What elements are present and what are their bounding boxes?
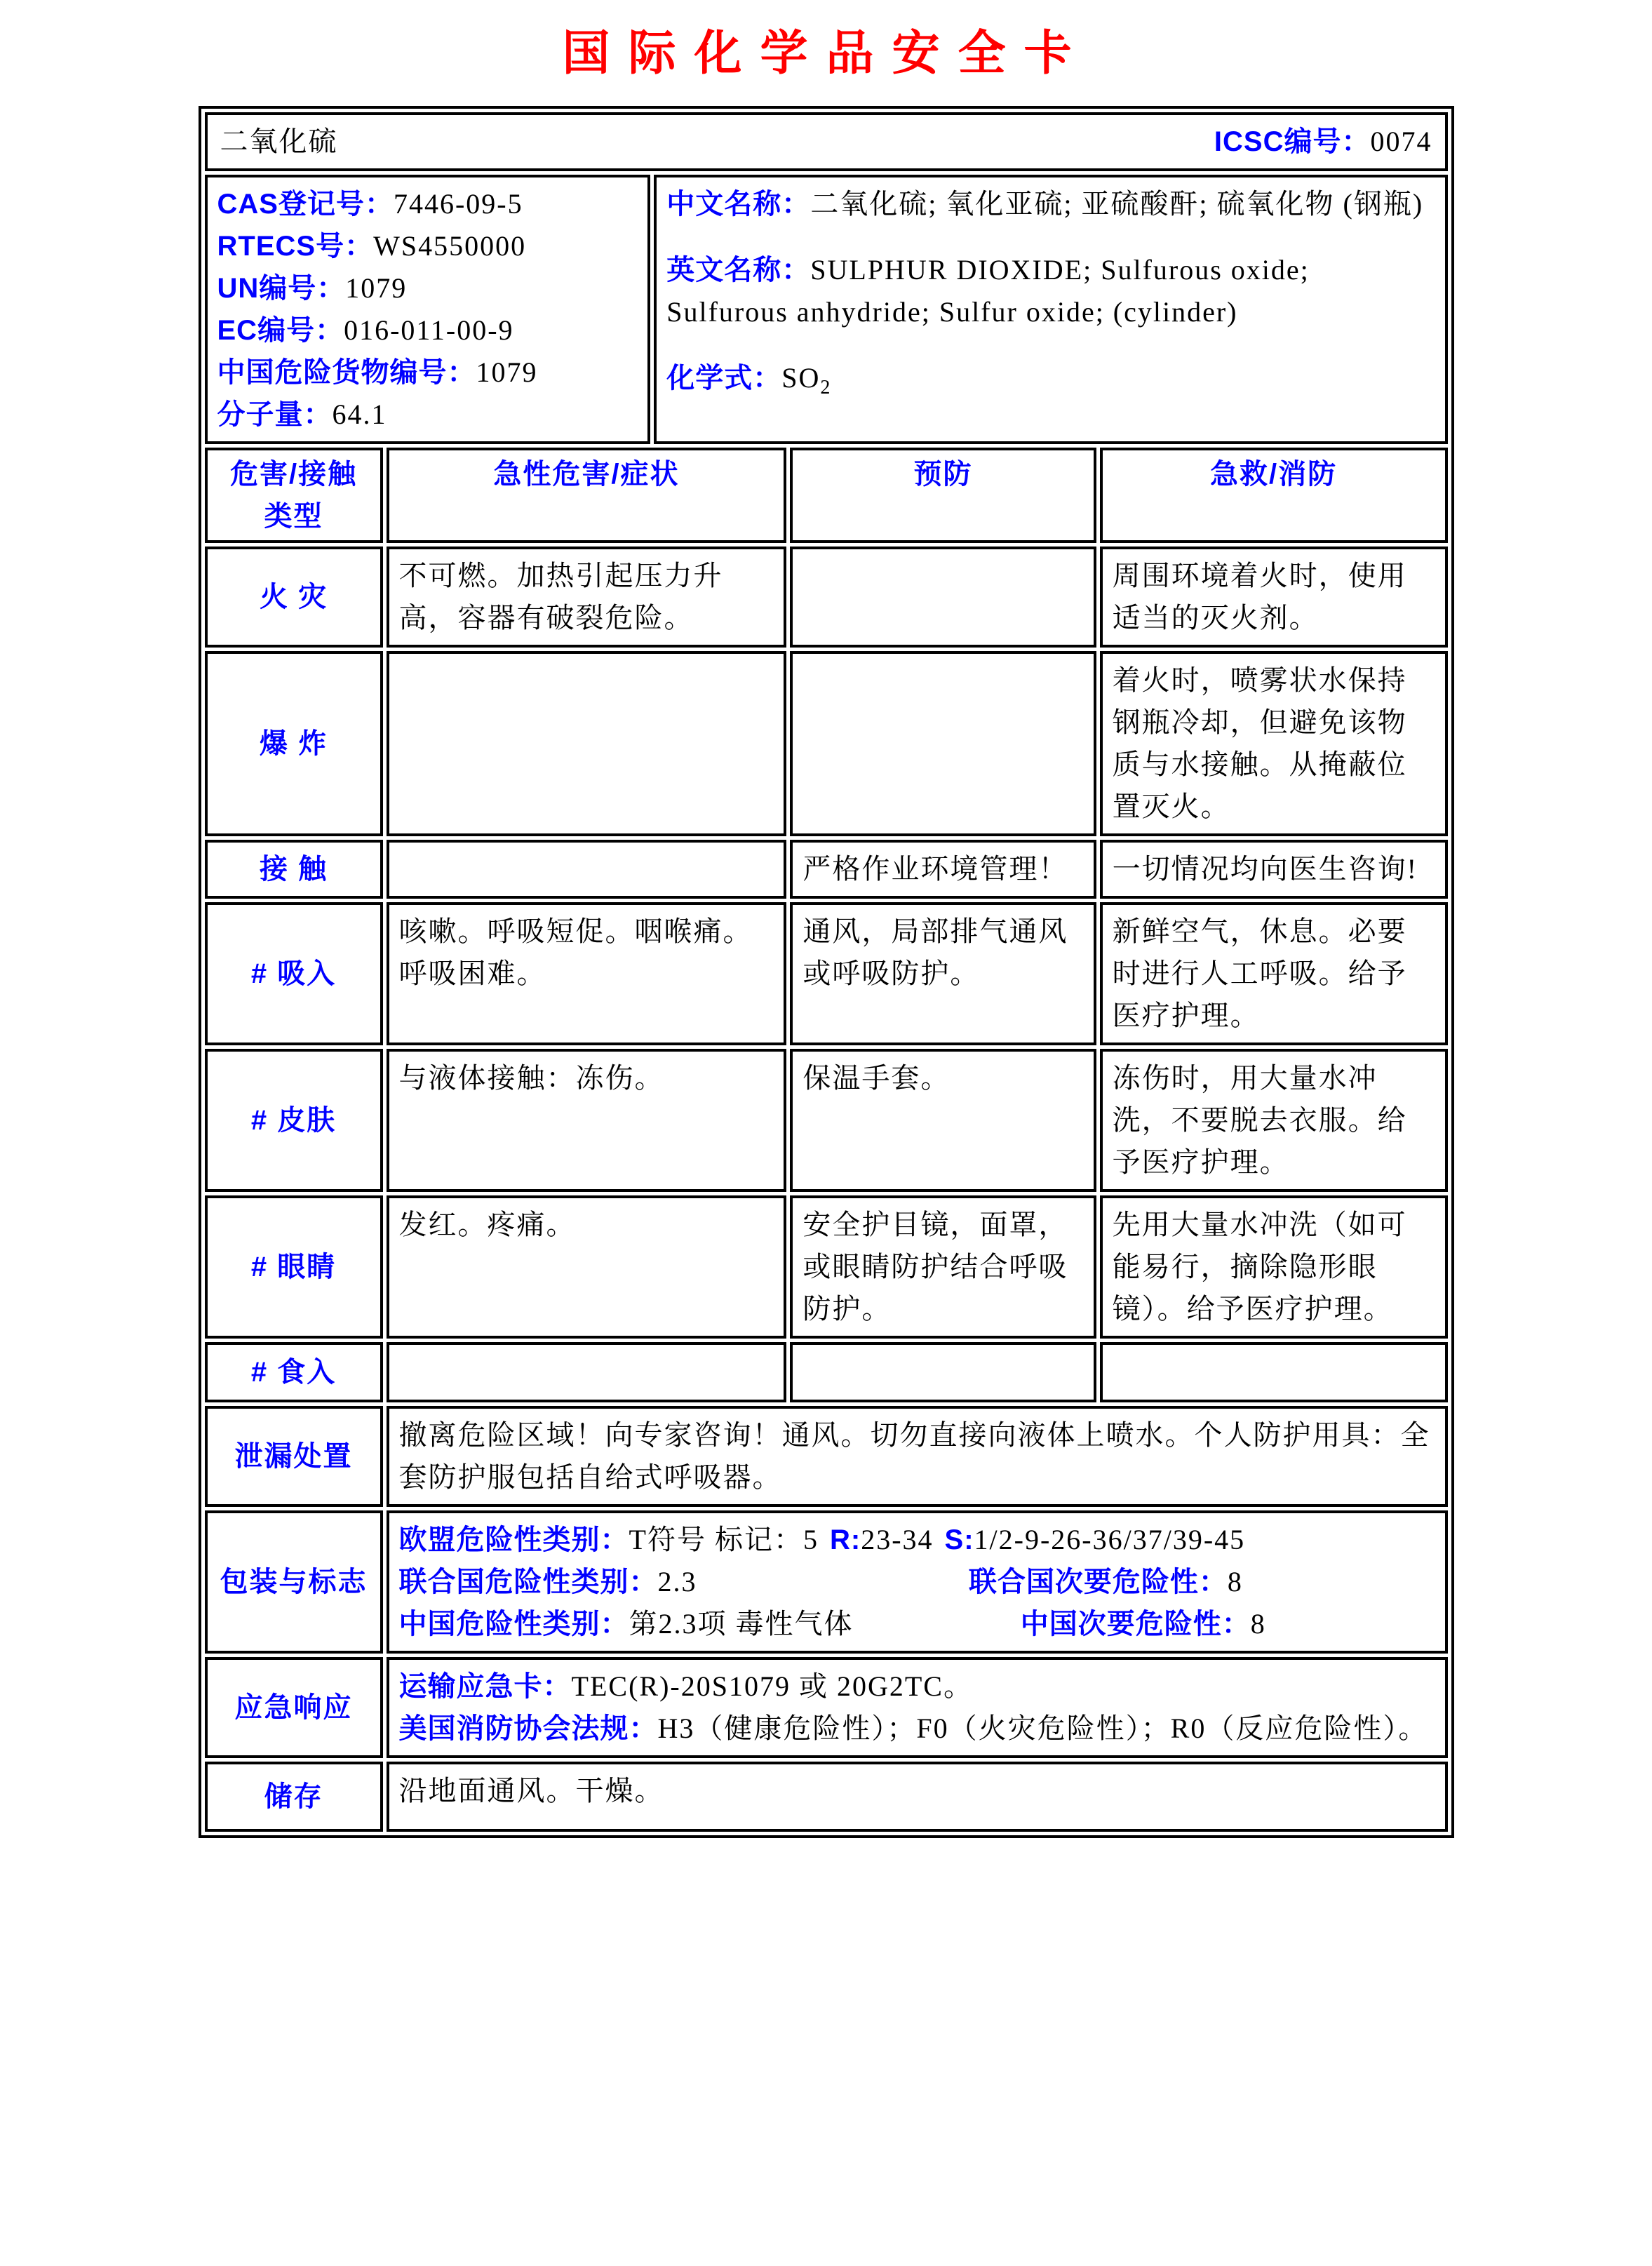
identification-row (205, 175, 1448, 444)
symptoms-cell: 咳嗽。呼吸短促。咽喉痛。呼吸困难。 (387, 902, 787, 1045)
hazard-type-cell: 接 触 (205, 840, 383, 899)
first-aid-cell: 着火时，喷雾状水保持钢瓶冷却，但避免该物质与水接触。从掩蔽位置灭火。 (1100, 651, 1448, 836)
un-number-line (217, 267, 638, 309)
packaging-label: 包装与标志 (205, 1510, 383, 1654)
page-title: 国际化学品安全卡 (562, 27, 1090, 80)
hazard-table-header-row (205, 448, 1448, 543)
hazard-row-exposure (205, 840, 1448, 899)
ec-number-label: EC编号： (217, 315, 344, 346)
un-hazard-line (399, 1561, 1435, 1603)
un-number-value: 1079 (345, 272, 408, 304)
rtecs-number-line (217, 225, 638, 267)
icsc-number-value: 0074 (1370, 126, 1432, 157)
emergency-row (205, 1657, 1448, 1758)
cas-number-label: CAS登记号： (217, 189, 394, 220)
hazard-type-cell: 火 灾 (205, 547, 383, 648)
packaging-content (387, 1510, 1448, 1654)
storage-row (205, 1762, 1448, 1832)
china-hazard-class-value: 第2.3项 毒性气体 (629, 1608, 854, 1640)
rtecs-number-value: WS4550000 (373, 230, 527, 262)
first-aid-cell: 周围环境着火时，使用适当的灭火剂。 (1100, 547, 1448, 648)
chemical-name: 二氧化硫 (220, 126, 338, 157)
header-prevention: 预防 (790, 448, 1096, 543)
chinese-name-block (666, 183, 1435, 225)
formula-block (666, 357, 1435, 403)
english-name-label: 英文名称： (666, 255, 811, 286)
prevention-cell (790, 547, 1096, 648)
china-dg-number-label: 中国危险货物编号： (217, 357, 476, 388)
hazard-row-eyes (205, 1195, 1448, 1339)
chinese-name-label: 中文名称： (666, 189, 811, 220)
cas-number-value: 7446-09-5 (393, 188, 523, 220)
symptoms-cell: 发红。疼痛。 (387, 1195, 787, 1339)
spillage-label: 泄漏处置 (205, 1406, 383, 1507)
un-subsidiary-label: 联合国次要危险性： (968, 1567, 1228, 1597)
name-flex (220, 121, 1432, 163)
storage-label: 储存 (205, 1762, 383, 1832)
packaging-row (205, 1510, 1448, 1654)
storage-text: 沿地面通风。干燥。 (387, 1762, 1448, 1832)
transport-emergency-card-value: TEC(R)-20S1079 或 20G2TC。 (571, 1670, 973, 1702)
icsc-table (199, 106, 1454, 1838)
prevention-cell (790, 1342, 1096, 1402)
un-subsidiary-value: 8 (1227, 1566, 1243, 1597)
emergency-label: 应急响应 (205, 1657, 383, 1758)
formula-subscript: 2 (820, 377, 831, 398)
china-hazard-class-group (399, 1603, 1021, 1645)
header-hazard-type-line2: 类型 (264, 501, 323, 532)
symptoms-cell (387, 651, 787, 836)
china-subsidiary-label: 中国次要危险性： (1020, 1609, 1251, 1640)
prevention-cell: 严格作业环境管理！ (790, 840, 1096, 899)
r-phrases-value: 23-34 (861, 1524, 934, 1555)
prevention-cell: 通风，局部排气通风或呼吸防护。 (790, 902, 1096, 1045)
molecular-weight-label: 分子量： (217, 399, 333, 430)
ec-number-value: 016-011-00-9 (344, 314, 514, 346)
icsc-number-label: ICSC编号： (1214, 126, 1371, 157)
un-number-label: UN编号： (217, 273, 346, 304)
symptoms-cell (387, 1342, 787, 1402)
hazard-type-cell: # 皮肤 (205, 1049, 383, 1192)
formula-label: 化学式： (666, 363, 782, 394)
china-hazard-line (399, 1603, 1435, 1645)
symptoms-cell: 不可燃。加热引起压力升高，容器有破裂危险。 (387, 547, 787, 648)
hazard-type-cell: # 眼睛 (205, 1195, 383, 1339)
un-hazard-class-label: 联合国危险性类别： (398, 1567, 658, 1597)
hazard-row-skin (205, 1049, 1448, 1192)
rtecs-number-label: RTECS号： (217, 231, 374, 262)
header-hazard-type-line1: 危害/接触 (229, 459, 358, 490)
name-row (205, 112, 1448, 171)
china-dg-number-line (217, 351, 638, 394)
ec-number-line (217, 309, 638, 351)
hazard-type-cell: 爆 炸 (205, 651, 383, 836)
s-phrases-label: S: (944, 1524, 974, 1555)
first-aid-cell: 一切情况均向医生咨询! (1100, 840, 1448, 899)
formula-base: SO (781, 362, 821, 394)
prevention-cell (790, 651, 1096, 836)
symptoms-cell: 与液体接触：冻伤。 (387, 1049, 787, 1192)
icsc-card (199, 106, 1454, 1838)
transport-emergency-card-line (399, 1665, 1435, 1708)
spillage-row (205, 1406, 1448, 1507)
hazard-row-inhalation (205, 902, 1448, 1045)
english-name-block (666, 249, 1435, 333)
header-first-aid: 急救/消防 (1100, 448, 1448, 543)
emergency-content (387, 1657, 1448, 1758)
hazard-row-explosion (205, 651, 1448, 836)
nfpa-code-line (399, 1708, 1435, 1750)
symptoms-cell (387, 840, 787, 899)
china-dg-number-value: 1079 (476, 356, 538, 388)
molecular-weight-value: 64.1 (332, 398, 387, 430)
hazard-row-ingestion (205, 1342, 1448, 1402)
hazard-type-cell: # 食入 (205, 1342, 383, 1402)
molecular-weight-line (217, 394, 638, 436)
eu-hazard-class-value: T符号 标记：5 (629, 1524, 819, 1555)
eu-hazard-line (399, 1519, 1435, 1561)
s-phrases-value: 1/2-9-26-36/37/39-45 (974, 1524, 1246, 1555)
header-hazard-type (205, 448, 383, 543)
header-symptoms: 急性危害/症状 (387, 448, 787, 543)
hazard-type-cell: # 吸入 (205, 902, 383, 1045)
prevention-cell: 保温手套。 (790, 1049, 1096, 1192)
names-cell (654, 175, 1447, 444)
first-aid-cell: 新鲜空气，休息。必要时进行人工呼吸。给予医疗护理。 (1100, 902, 1448, 1045)
identifiers-cell (205, 175, 651, 444)
china-hazard-class-label: 中国危险性类别： (398, 1609, 629, 1640)
china-subsidiary-value: 8 (1250, 1608, 1266, 1640)
first-aid-cell: 冻伤时，用大量水冲洗，不要脱去衣服。给予医疗护理。 (1100, 1049, 1448, 1192)
eu-hazard-class-label: 欧盟危险性类别： (398, 1524, 629, 1555)
formula-value (781, 362, 831, 398)
cas-number-line (217, 183, 638, 225)
name-icsc-cell (205, 112, 1448, 171)
hazard-row-fire (205, 547, 1448, 648)
un-hazard-class-group (399, 1561, 969, 1603)
transport-emergency-card-label: 运输应急卡： (398, 1671, 572, 1702)
spillage-text: 撤离危险区域！向专家咨询！通风。切勿直接向液体上喷水。个人防护用具：全套防护服包括自给式呼吸器。 (387, 1406, 1448, 1507)
icsc-number-group (1214, 121, 1432, 163)
r-phrases-label: R: (829, 1524, 861, 1555)
prevention-cell: 安全护目镜，面罩，或眼睛防护结合呼吸防护。 (790, 1195, 1096, 1339)
un-hazard-class-value: 2.3 (657, 1566, 697, 1597)
english-name-value: SULPHUR DIOXIDE; Sulfurous oxide; Sulfurous anhydride; Sulfur oxide; (cylinder) (666, 254, 1310, 328)
chinese-name-value: 二氧化硫; 氧化亚硫; 亚硫酸酐; 硫氧化物 (钢瓶) (810, 188, 1424, 220)
first-aid-cell (1100, 1342, 1448, 1402)
first-aid-cell: 先用大量水冲洗（如可能易行，摘除隐形眼镜）。给予医疗护理。 (1100, 1195, 1448, 1339)
nfpa-code-label: 美国消防协会法规： (398, 1713, 658, 1744)
nfpa-code-value: H3（健康危险性）；F0（火灾危险性）；R0（反应危险性）。 (657, 1712, 1428, 1744)
